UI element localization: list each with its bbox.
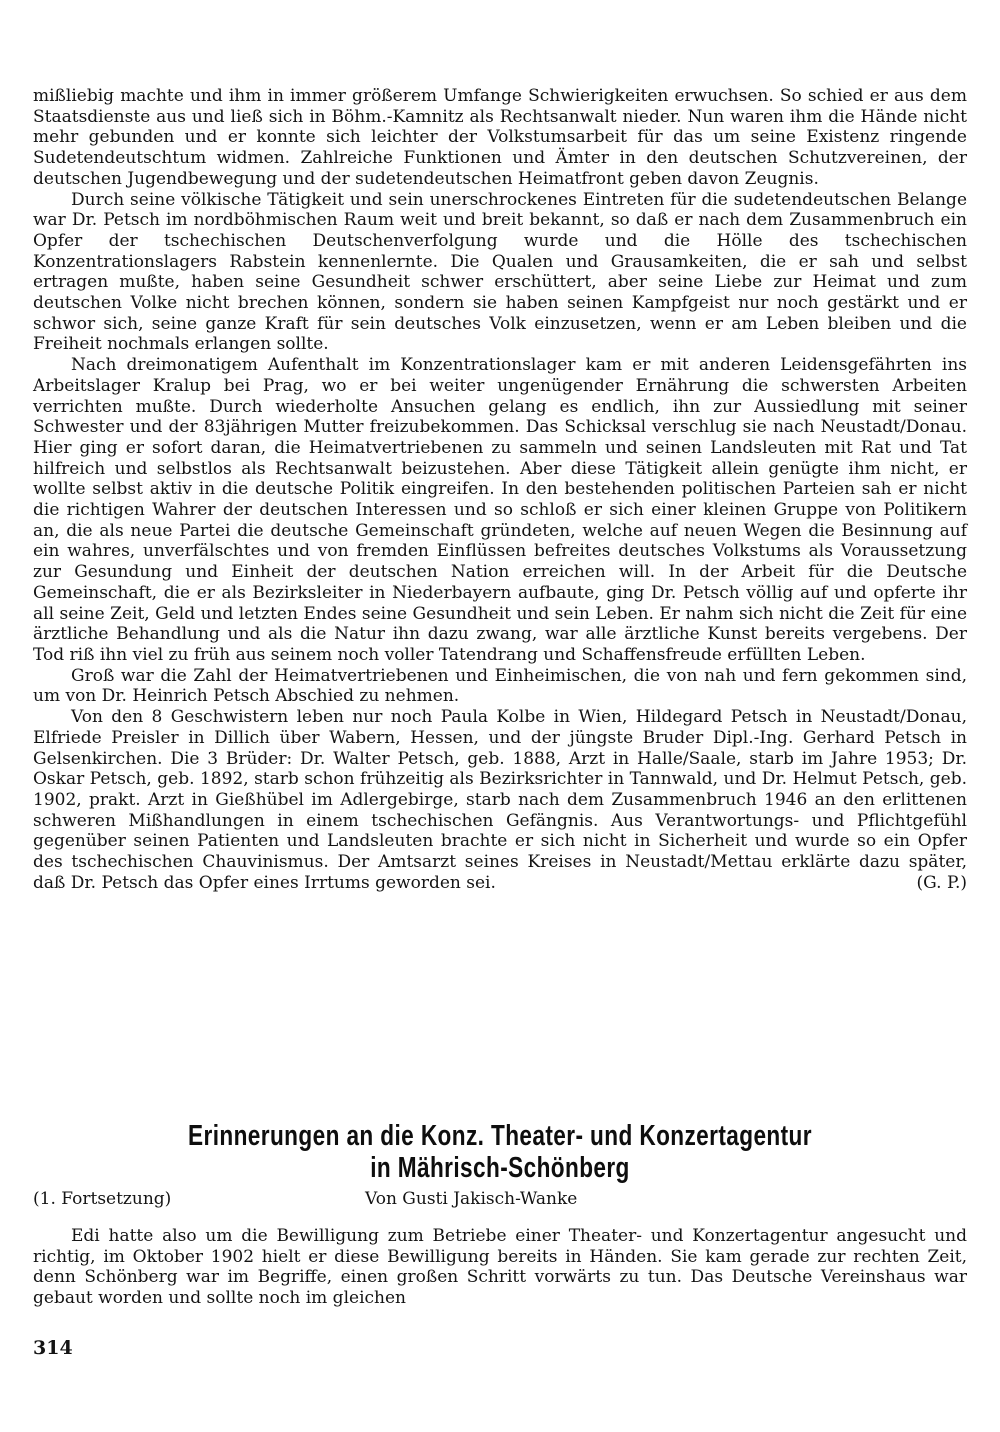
author-byline: Von Gusti Jakisch-Wanke: [365, 1189, 578, 1209]
article-memoir-body: [33, 1226, 967, 1309]
paragraph: Edi hatte also um die Bewilligung zum Betriebe einer Theater- und Konzertagentur angesucht und richtig, im Oktober 1902 hielt er diese Bewilligung bereits in Händen. Sie kam gerade zur rechten Zeit, denn Schönberg war im Begriffe, einen großen Schritt vorwärts zu tun. Das Deutsche Vereinshaus war gebaut worden und sollte noch im gleichen: [33, 1226, 967, 1309]
article-obituary-body: [33, 86, 967, 893]
author-signature: (G. P.): [916, 872, 967, 893]
paragraph: Nach dreimonatigem Aufenthalt im Konzentrationslager kam er mit anderen Leidensgefährten ins Arbeitslager Kralup bei Prag, wo er bei weiter ungenügender Ernährung die schwersten Arbeiten verrichten mußte. Durch wiederholte Ansuchen gelang es endlich, ihn zur Aussiedlung mit seiner Schwester und der 83jährigen Mutter freizubekommen. Das Schicksal verschlug sie nach Neustadt/Donau. Hier ging er sofort daran, die Heimatvertriebenen zu sammeln und seinen Landsleuten mit Rat und Tat hilfreich und selbstlos als Rechtsanwalt beizustehen. Aber diese Tätigkeit allein genügte ihm nicht, er wollte selbst aktiv in die deutsche Politik eingreifen. In den bestehenden politischen Parteien sah er nicht die richtigen Wahrer der deutschen Interessen und so schloß er sich einer kleinen Gruppe von Politikern an, die als neue Partei die deutsche Gemeinschaft gründeten, welche auf neuen Wegen die Besinnung auf ein wahres, unverfälschtes und von fremden Einflüssen befreites deutsches Volkstums als Voraussetzung zur Gesundung und Einheit der deutschen Nation erreichen will. In der Arbeit für die Deutsche Gemeinschaft, die er als Bezirksleiter in Niederbayern aufbaute, ging Dr. Petsch völlig auf und opferte ihr all seine Zeit, Geld und letzten Endes seine Gesundheit und sein Leben. Er nahm sich nicht die Zeit für eine ärztliche Behandlung und als die Natur ihn dazu zwang, war alle ärztliche Kunst bereits vergebens. Der Tod riß ihn viel zu früh aus seinem noch voller Tatendrang und Schaffensfreude erfüllten Leben.: [33, 355, 967, 665]
paragraph-with-signature: [33, 707, 967, 893]
paragraph: mißliebig machte und ihm in immer größerem Umfange Schwierigkeiten erwuchsen. So schied er aus dem Staatsdienste aus und ließ sich in Böhm.-Kamnitz als Rechtsanwalt nieder. Nun waren ihm die Hände nicht mehr gebunden und er konnte sich leichter der Volkstumsarbeit für das um seine Existenz ringende Sudetendeutschtum widmen. Zahlreiche Funktionen und Ämter in den deutschen Schutzvereinen, der deutschen Jugendbewegung und der sudetendeutschen Heimatfront geben davon Zeugnis.: [33, 86, 967, 189]
paragraph: Durch seine völkische Tätigkeit und sein unerschrockenes Eintreten für die sudetendeutschen Belange war Dr. Petsch im nordböhmischen Raum weit und breit bekannt, so daß er nach dem Zusammenbruch ein Opfer der tschechischen Deutschenverfolgung wurde und die Hölle des tschechischen Konzentrationslagers Rabstein kennenlernte. Die Qualen und Grausamkeiten, die er sah und selbst ertragen mußte, haben seine Gesundheit schwer erschüttert, aber seine Liebe zur Heimat und zum deutschen Volke nicht brechen können, sondern sie haben seinen Kampfgeist nur noch gestärkt und er schwor sich, seine ganze Kraft für sein deutsches Volk einzusetzen, wenn er am Leben bleiben und die Freiheit nochmals erlangen sollte.: [33, 189, 967, 355]
installment-label: (1. Fortsetzung): [33, 1189, 172, 1209]
paragraph: Groß war die Zahl der Heimatvertriebenen und Einheimischen, die von nah und fern gekommen sind, um von Dr. Heinrich Petsch Abschied zu nehmen.: [33, 665, 967, 707]
paragraph: Von den 8 Geschwistern leben nur noch Paula Kolbe in Wien, Hildegard Petsch in Neustadt/Donau, Elfriede Preisler in Dillich über Wabern, Hessen, und der jüngste Bruder Dipl.-Ing. Gerhard Petsch in Gelsenkirchen. Die 3 Brüder: Dr. Walter Petsch, geb. 1888, Arzt in Halle/Saale, starb im Jahre 1953; Dr. Oskar Petsch, geb. 1892, starb schon frühzeitig als Bezirksrichter in Tannwald, und Dr. Helmut Petsch, geb. 1902, prakt. Arzt in Gießhübel im Adlergebirge, starb nach dem Zusammenbruch 1946 an den erlittenen schweren Mißhandlungen in einem tschechischen Gefängnis. Aus Verantwortungs- und Pflichtgefühl gegenüber seinen Patienten und Landsleuten brachte er sich nicht in Sicherheit und wurde so ein Opfer des tschechischen Chauvinismus. Der Amtsarzt seines Kreises in Neustadt/Mettau erklärte dazu später, daß Dr. Petsch das Opfer eines Irrtums geworden sei.: [33, 707, 967, 893]
page-number: 314: [33, 1337, 73, 1359]
article-title: [136, 1120, 865, 1184]
article-title-line-2: in Mährisch-Schönberg: [370, 1152, 630, 1184]
article-title-line-1: Erinnerungen an die Konz. Theater- und Konzertagentur: [188, 1120, 812, 1152]
